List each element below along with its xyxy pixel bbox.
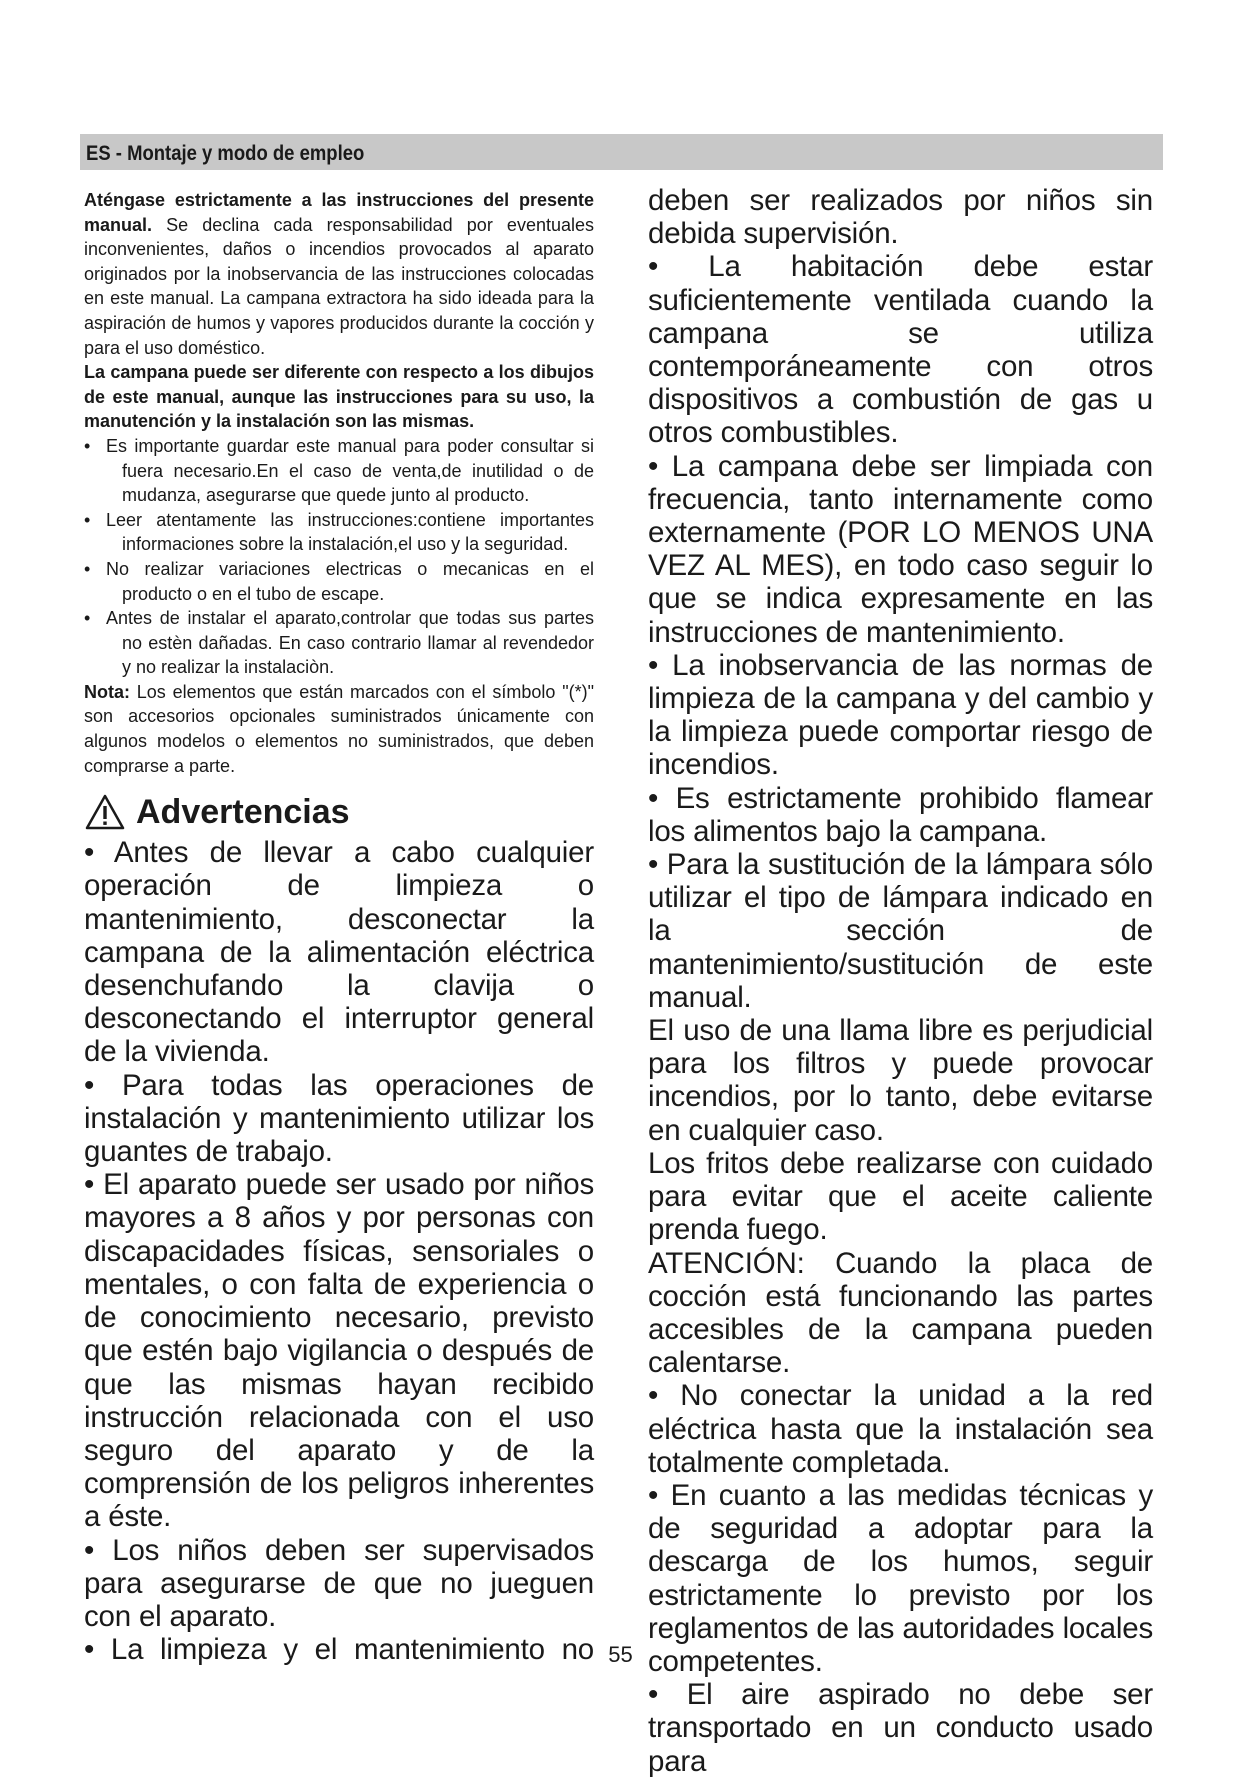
warning-paragraph: El uso de una llama libre es perjudicial para los filtros y puede provocar incendios, por lo tanto, debe evitarse en cualquier caso.: [648, 1014, 1153, 1147]
warning-paragraph: • Para todas las operaciones de instalación y mantenimiento utilizar los guantes de trabajo.: [84, 1068, 594, 1169]
warning-paragraph: • La habitación debe estar suficientemente ventilada cuando la campana se utiliza contemporáneamente con otros dispositivos a combustión de gas u otros combustibles.: [648, 250, 1153, 450]
warning-paragraph: • Antes de llevar a cabo cualquier operación de limpieza o mantenimiento, desconectar la campana de la alimentación eléctrica desenchufando la clavija o desconectando el interruptor general de la vivienda.: [84, 836, 594, 1069]
page-number: 55: [608, 1642, 633, 1667]
intro-bullet: • No realizar variaciones electricas o mecanicas en el producto o en el tubo de escape.: [84, 558, 594, 604]
difference-notice: La campana puede ser diferente con respecto a los dibujos de este manual, aunque las instrucciones para su uso, la manutención y la instalación son las mismas.: [84, 362, 594, 432]
warning-paragraph: deben ser realizados por niños sin debida supervisión.: [648, 184, 1153, 251]
left-column: [84, 188, 594, 1666]
note-text: Los elementos que están marcados con el símbolo "(*)" son accesorios opcionales suministrados únicamente con algunos modelos o elementos no suministrados, que deben comprarse a parte.: [84, 681, 594, 776]
warning-paragraph: • Para la sustitución de la lámpara sólo utilizar el tipo de lámpara indicado en la sección de mantenimiento/sustitución de este manual.: [648, 848, 1153, 1014]
intro-bullet: • Antes de instalar el aparato,controlar que todas sus partes no estèn dañadas. En caso contrario llamar al revendedor y no realizar la instalaciòn.: [84, 608, 594, 678]
intro-bold-text: Aténgase estrictamente a las instrucciones del presente manual.: [84, 190, 594, 235]
note-label: Nota:: [84, 681, 130, 702]
intro-note-bold: [84, 360, 594, 434]
warnings-heading: [84, 790, 594, 834]
warning-paragraph: ATENCIÓN: Cuando la placa de cocción está funcionando las partes accesibles de la campana pueden calentarse.: [648, 1246, 1153, 1380]
warning-paragraph: Los fritos debe realizarse con cuidado para evitar que el aceite caliente prenda fuego.: [648, 1146, 1153, 1247]
intro-bullet-text: Leer atentamente las instrucciones:contiene importantes informaciones sobre la instalación,el uso y la seguridad.: [106, 509, 594, 555]
warning-paragraph: • La campana debe ser limpiada con frecuencia, tanto internamente como externamente (POR LO MENOS UNA VEZ AL MES), en todo caso seguir lo que se indica expresamente en las instrucciones de mantenimiento.: [648, 449, 1153, 649]
warning-paragraph: • La limpieza y el mantenimiento no: [84, 1633, 594, 1667]
warning-paragraph: • El aparato puede ser usado por niños mayores a 8 años y por personas con discapacidades físicas, sensoriales o mentales, o con falta de experiencia o de conocimiento necesario, previsto que estén bajo vigilancia o después de que las mismas hayan recibido instrucción relacionada con el uso seguro del aparato y de la comprensión de los peligros inherentes a éste.: [84, 1168, 594, 1534]
intro-paragraph: [84, 188, 594, 360]
intro-bullet-text: Antes de instalar el aparato,controlar que todas sus partes no estèn dañadas. En caso contrario llamar al revendedor y no realizar la instalaciòn.: [106, 608, 594, 678]
warning-triangle-icon: [84, 793, 126, 831]
warning-paragraph: • La inobservancia de las normas de limpieza de la campana y del cambio y la limpieza puede comportar riesgo de incendios.: [648, 648, 1153, 782]
intro-bullet: • Es importante guardar este manual para poder consultar si fuera necesario.En el caso de venta,de inutilidad o de mudanza, asegurarse que quede junto al producto.: [84, 435, 594, 506]
warning-paragraph: • El aire aspirado no debe ser transportado en un conducto usado para: [648, 1678, 1153, 1778]
note-paragraph: [84, 680, 594, 778]
warnings-title: Advertencias: [136, 792, 350, 831]
intro-bullet-text: Es importante guardar este manual para poder consultar si fuera necesario.En el caso de venta,de inutilidad o de mudanza, asegurarse que quede junto al producto.: [106, 435, 594, 506]
warning-paragraph: • Los niños deben ser supervisados para asegurarse de que no jueguen con el aparato.: [84, 1533, 594, 1633]
section-header-bar: [80, 134, 1163, 170]
warning-paragraph: • En cuanto a las medidas técnicas y de seguridad a adoptar para la descarga de los humos, seguir estrictamente lo previsto por los reglamentos de las autoridades locales competentes.: [648, 1478, 1153, 1678]
intro-text: Se declina cada responsabilidad por eventuales inconvenientes, daños o incendios provocados al aparato originados por la inobservancia de las instrucciones colocadas en este manual. La campana extractora ha sido ideada para la aspiración de humos y vapores producidos durante la cocción y para el uso doméstico.: [84, 214, 594, 358]
intro-bullet: • Leer atentamente las instrucciones:contiene importantes informaciones sobre la instalación,el uso y la seguridad.: [84, 509, 594, 555]
section-title: ES - Montaje y modo de empleo: [86, 142, 365, 165]
warning-paragraph: • No conectar la unidad a la red eléctrica hasta que la instalación sea totalmente completada.: [648, 1379, 1153, 1479]
warning-paragraph: • Es estrictamente prohibido flamear los alimentos bajo la campana.: [648, 781, 1153, 848]
intro-bullet-text: No realizar variaciones electricas o mecanicas en el producto o en el tubo de escape.: [106, 558, 594, 604]
right-column: [648, 184, 1153, 1778]
